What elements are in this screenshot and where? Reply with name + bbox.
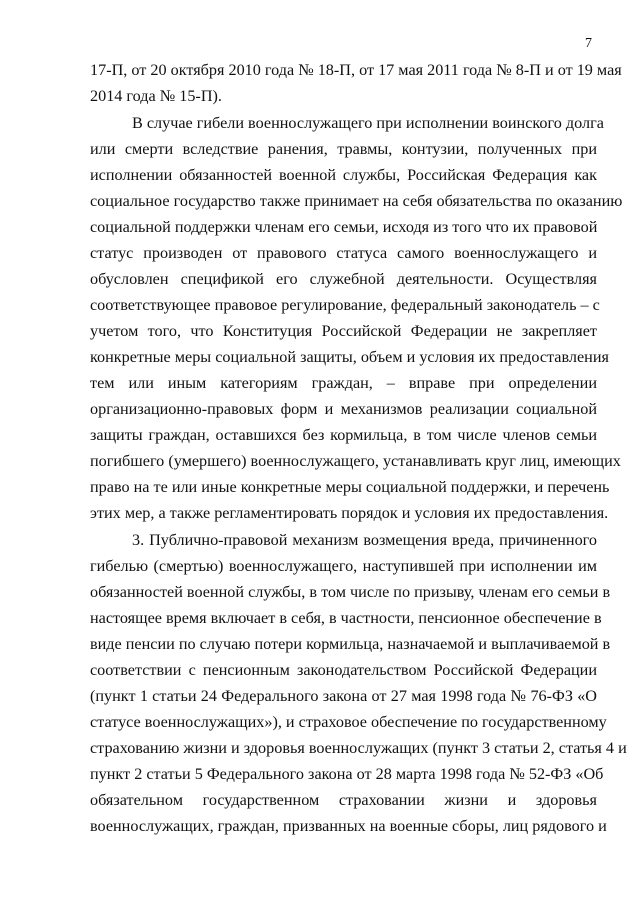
text-line: виде пенсии по случаю потери кормильца, назначаемой и выплачиваемой в bbox=[90, 635, 611, 653]
text-line: страхованию жизни и здоровья военнослужащих (пункт 3 статьи 2, статья 4 и bbox=[90, 739, 627, 757]
text-line: 17-П, от 20 октября 2010 года № 18-П, от 17 мая 2011 года № 8-П и от 19 мая bbox=[90, 61, 622, 79]
paragraph-first-line: 3. Публично-правовой механизм возмещения вреда, причиненного bbox=[132, 531, 597, 549]
text-line: конкретные меры социальной защиты, объем и условия их предоставления bbox=[90, 348, 609, 366]
text-line: статус производен от правового статуса самого военнослужащего и bbox=[90, 244, 597, 262]
text-line: этих мер, а также регламентировать порядок и условия их предоставления. bbox=[90, 504, 609, 522]
text-line: защиты граждан, оставшихся без кормильца, в том числе членов семьи bbox=[90, 426, 597, 444]
text-line: исполнении обязанностей военной службы, Российская Федерация как bbox=[90, 166, 597, 184]
text-line: военнослужащих, граждан, призванных на военные сборы, лиц рядового и bbox=[90, 817, 607, 835]
paragraph-first-line: В случае гибели военнослужащего при исполнении воинского долга bbox=[132, 114, 604, 132]
text-line: гибелью (смертью) военнослужащего, наступившей при исполнении им bbox=[90, 557, 597, 575]
text-line: 2014 года № 15-П). bbox=[90, 87, 222, 105]
text-line: погибшего (умершего) военнослужащего, устанавливать круг лиц, имеющих bbox=[90, 452, 621, 470]
text-line: организационно-правовых форм и механизмов реализации социальной bbox=[90, 400, 597, 418]
text-line: или смерти вследствие ранения, травмы, контузии, полученных при bbox=[90, 140, 597, 158]
text-line: обязательном государственном страховании жизни и здоровья bbox=[90, 791, 597, 809]
text-line: тем или иным категориям граждан, – вправе при определении bbox=[90, 374, 597, 392]
text-line: обусловлен спецификой его служебной деятельности. Осуществляя bbox=[90, 270, 597, 288]
text-line: пункт 2 статьи 5 Федерального закона от 28 марта 1998 года № 52-ФЗ «Об bbox=[90, 765, 604, 783]
text-line: соответствии с пенсионным законодательством Российской Федерации bbox=[90, 661, 597, 679]
text-line: социальное государство также принимает на себя обязательства по оказанию bbox=[90, 192, 623, 210]
text-line: социальной поддержки членам его семьи, исходя из того что их правовой bbox=[90, 218, 598, 236]
page-number: 7 bbox=[585, 36, 592, 51]
text-line: учетом того, что Конституция Российской Федерации не закрепляет bbox=[90, 322, 597, 340]
text-line: право на те или иные конкретные меры социальной поддержки, и перечень bbox=[90, 478, 610, 496]
text-line: соответствующее правовое регулирование, федеральный законодатель – с bbox=[90, 296, 600, 314]
text-line: статусе военнослужащих»), и страховое обеспечение по государственному bbox=[90, 713, 607, 731]
text-line: (пункт 1 статьи 24 Федерального закона от 27 мая 1998 года № 76-ФЗ «О bbox=[90, 687, 597, 705]
text-line: обязанностей военной службы, в том числе по призыву, членам его семьи в bbox=[90, 583, 611, 601]
text-line: настоящее время включает в себя, в частности, пенсионное обеспечение в bbox=[90, 609, 602, 627]
